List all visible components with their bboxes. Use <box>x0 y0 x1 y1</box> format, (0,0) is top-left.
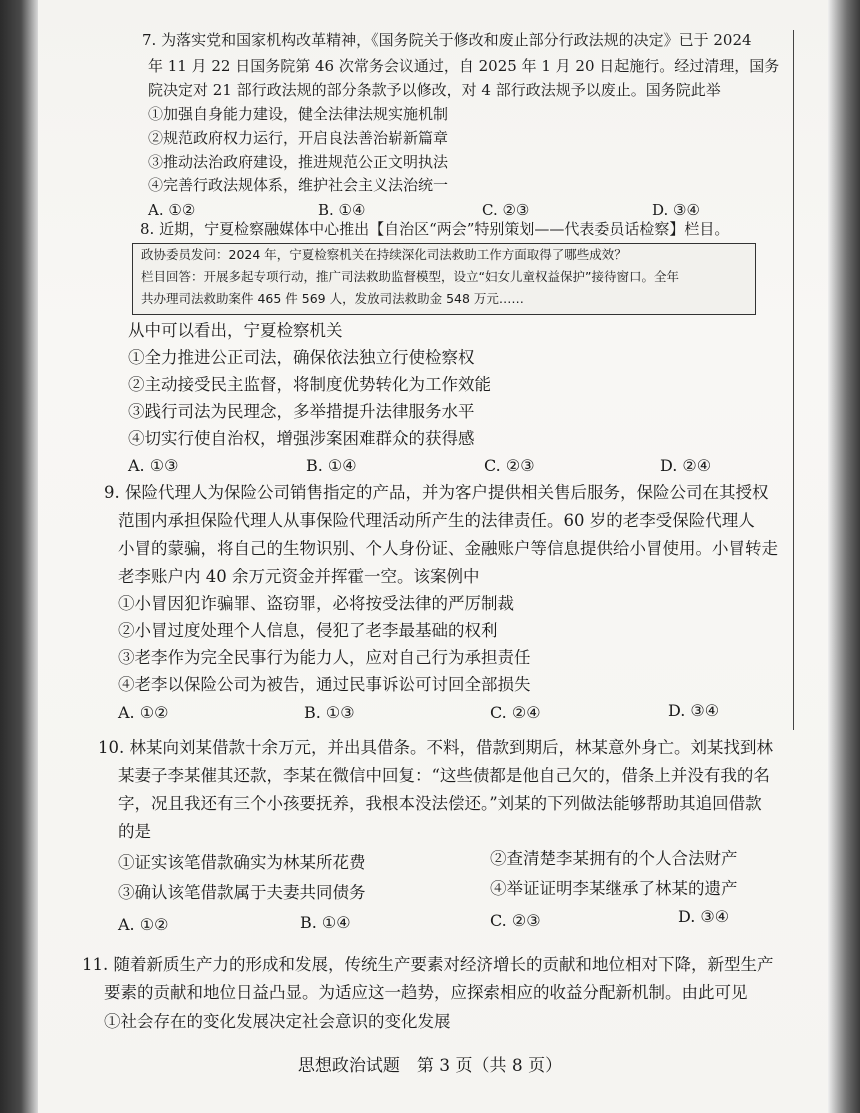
page-footer: 思想政治试题 第 3 页（共 8 页） <box>297 1056 563 1076</box>
q10-item: ④举证证明李某继承了林某的遗产 <box>490 879 738 898</box>
q7-option-a: A. ①② <box>148 201 196 219</box>
q9-stem-line: 小冒的蒙骗，将自己的生物识别、个人身份证、金融账户等信息提供给小冒使用。小冒转走 <box>118 539 778 558</box>
q7-option-c: C. ②③ <box>482 201 530 219</box>
q9-stem-line: 范围内承担保险代理人从事保险代理活动所产生的法律责任。60 岁的老李受保险代理人 <box>118 511 755 530</box>
q7-item: ④完善行政法规体系，维护社会主义法治统一 <box>148 176 449 194</box>
q9-option-b: B. ①③ <box>304 703 355 722</box>
photo-left-edge <box>0 0 38 1113</box>
q8-lead: 从中可以看出，宁夏检察机关 <box>128 321 343 340</box>
q10-stem-line: 10. 林某向刘某借款十余万元，并出具借条。不料，借款到期后，林某意外身亡。刘某找到林 <box>98 738 773 757</box>
q9-stem-line: 老李账户内 40 余万元资金并挥霍一空。该案例中 <box>118 567 480 586</box>
q11-item: ①社会存在的变化发展决定社会意识的变化发展 <box>104 1012 451 1031</box>
q7-option-d: D. ③④ <box>652 201 700 219</box>
q8-option-a: A. ①③ <box>128 456 179 475</box>
q7-stem-line: 7. 为落实党和国家机构改革精神，《国务院关于修改和废止部分行政法规的决定》已于 2024 <box>142 31 752 49</box>
q8-stem: 8. 近期，宁夏检察融媒体中心推出【自治区“两会”特别策划——代表委员话检察】栏目。 <box>140 220 730 238</box>
q10-stem-line: 字，况且我还有三个小孩要抚养，我根本没法偿还。”刘某的下列做法能够帮助其追回借款 <box>118 794 762 813</box>
q7-option-b: B. ①④ <box>318 201 366 219</box>
q8-item: ①全力推进公正司法，确保依法独立行使检察权 <box>128 348 475 367</box>
q8-option-b: B. ①④ <box>306 456 357 475</box>
q9-item: ②小冒过度处理个人信息，侵犯了老李最基础的权利 <box>118 621 498 640</box>
q10-item: ②查清楚李某拥有的个人合法财产 <box>490 849 738 868</box>
q7-stem-line: 院决定对 21 部行政法规的部分条款予以修改，对 4 部行政法规予以废止。国务院此举 <box>148 81 721 99</box>
photo-right-edge <box>828 0 860 1113</box>
q8-item: ③践行司法为民理念，多举措提升法律服务水平 <box>128 402 475 421</box>
q10-stem-line: 某妻子李某催其还款，李某在微信中回复：“这些债都是他自己欠的，借条上并没有我的名 <box>118 766 770 785</box>
q10-option-b: B. ①④ <box>300 913 351 932</box>
q9-stem-line: 9. 保险代理人为保险公司销售指定的产品，并为客户提供相关售后服务，保险公司在其授权 <box>104 483 769 502</box>
q7-item: ①加强自身能力建设，健全法律法规实施机制 <box>148 105 449 123</box>
q8-option-d: D. ②④ <box>660 456 712 475</box>
margin-line <box>793 30 794 730</box>
q10-option-a: A. ①② <box>118 915 169 934</box>
q9-item: ③老李作为完全民事行为能力人，应对自己行为承担责任 <box>118 648 531 667</box>
q8-box-line: 共办理司法救助案件 465 件 569 人，发放司法救助金 548 万元…… <box>141 291 524 306</box>
q8-item: ②主动接受民主监督，将制度优势转化为工作效能 <box>128 375 491 394</box>
q11-stem-line: 要素的贡献和地位日益凸显。为适应这一趋势，应探索相应的收益分配新机制。由此可见 <box>104 983 748 1002</box>
q9-option-a: A. ①② <box>118 703 169 722</box>
q10-item: ③确认该笔借款属于夫妻共同债务 <box>118 883 366 902</box>
q8-box-line: 栏目回答：开展多起专项行动，推广司法救助监督模型，设立“妇女儿童权益保护”接待窗口。全年 <box>141 269 679 284</box>
q10-stem-line: 的是 <box>118 822 151 841</box>
q9-option-d: D. ③④ <box>668 701 720 720</box>
q10-option-d: D. ③④ <box>678 907 730 926</box>
q9-option-c: C. ②④ <box>490 703 541 722</box>
q8-option-c: C. ②③ <box>484 456 535 475</box>
q7-item: ②规范政府权力运行，开启良法善治崭新篇章 <box>148 129 449 147</box>
q11-stem-line: 11. 随着新质生产力的形成和发展，传统生产要素对经济增长的贡献和地位相对下降，新型生产 <box>82 955 774 974</box>
q9-item: ④老李以保险公司为被告，通过民事诉讼可讨回全部损失 <box>118 675 531 694</box>
q8-box-line: 政协委员发问：2024 年，宁夏检察机关在持续深化司法救助工作方面取得了哪些成效？ <box>141 247 627 262</box>
q9-item: ①小冒因犯诈骗罪、盗窃罪，必将按受法律的严厉制裁 <box>118 594 514 613</box>
q8-item: ④切实行使自治权，增强涉案困难群众的获得感 <box>128 429 475 448</box>
q8-quote-box <box>132 243 756 315</box>
q10-item: ①证实该笔借款确实为林某所花费 <box>118 853 366 872</box>
q10-option-c: C. ②③ <box>490 911 541 930</box>
q7-item: ③推动法治政府建设，推进规范公正文明执法 <box>148 153 449 171</box>
q7-stem-line: 年 11 月 22 日国务院第 46 次常务会议通过，自 2025 年 1 月 20 日起施行。经过清理，国务 <box>148 57 780 75</box>
